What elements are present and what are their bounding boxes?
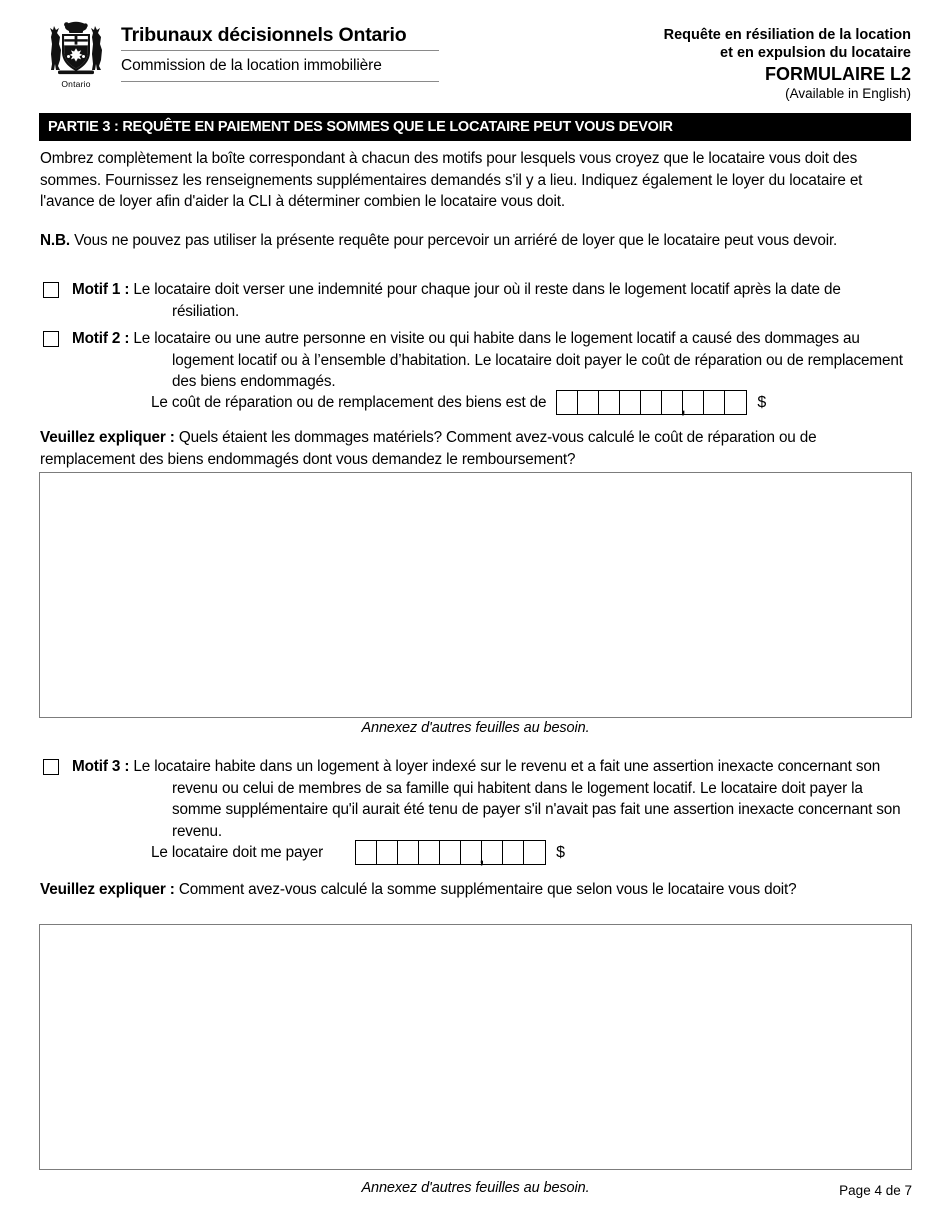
explanation-2-textarea[interactable] bbox=[39, 924, 912, 1170]
amount-cell[interactable] bbox=[398, 841, 419, 864]
ontario-coat-of-arms bbox=[39, 18, 113, 89]
explanation-1-prompt bbox=[40, 427, 912, 470]
explanation-2-question: Comment avez-vous calculé la somme supplémentaire que selon vous le locataire vous doit? bbox=[174, 881, 797, 898]
amount-cell[interactable] bbox=[599, 391, 620, 414]
ground-3-body bbox=[72, 756, 911, 842]
tenant-owes-amount-row bbox=[151, 840, 565, 865]
header-branding bbox=[39, 18, 439, 89]
tenant-owes-amount-input[interactable] bbox=[355, 840, 546, 865]
ground-1-text: Le locataire doit verser une indemnité pour chaque jour où il reste dans le logement locatif après la date de résiliation. bbox=[133, 281, 841, 320]
ground-1-body bbox=[72, 279, 911, 322]
crest-label: Ontario bbox=[61, 79, 91, 89]
amount-cell[interactable] bbox=[641, 391, 662, 414]
ground-3-row[interactable] bbox=[43, 756, 911, 842]
nota-bene-paragraph bbox=[40, 230, 912, 252]
explanation-1-label: Veuillez expliquer : bbox=[40, 429, 175, 446]
amount-cell[interactable] bbox=[704, 391, 725, 414]
ground-2-checkbox[interactable] bbox=[43, 331, 59, 347]
ground-2-label: Motif 2 : bbox=[72, 330, 130, 347]
form-title-line-1: Requête en résiliation de la location bbox=[663, 27, 911, 43]
explanation-1-question: Quels étaient les dommages matériels? Comment avez-vous calculé le coût de réparation ou de remplacement des biens endommagés dont vous demandez le remboursement? bbox=[40, 429, 817, 468]
currency-symbol: $ bbox=[757, 393, 767, 411]
amount-cell[interactable] bbox=[482, 841, 503, 864]
attach-sheets-note-1: Annexez d'autres feuilles au besoin. bbox=[361, 720, 590, 736]
ground-3-checkbox[interactable] bbox=[43, 759, 59, 775]
amount-cell[interactable] bbox=[578, 391, 599, 414]
explanation-2-label: Veuillez expliquer : bbox=[40, 881, 175, 898]
amount-cell[interactable] bbox=[620, 391, 641, 414]
section-banner-title: PARTIE 3 : REQUÊTE EN PAIEMENT DES SOMMES QUE LE LOCATAIRE PEUT VOUS DEVOIR bbox=[48, 119, 673, 135]
currency-symbol: $ bbox=[556, 843, 566, 861]
ground-3-text: Le locataire habite dans un logement à loyer indexé sur le revenu et a fait une assertion inexacte concernant son revenu ou celui de membres de sa famille qui habitent dans le logement locatif. Le locataire doit payer la somme supplémentaire qu'il aurait été tenu de payer s'il n'avait pas fait une assertion inexacte concernant son revenu. bbox=[133, 758, 901, 840]
ground-1-checkbox[interactable] bbox=[43, 282, 59, 298]
attach-sheets-note-2: Annexez d'autres feuilles au besoin. bbox=[361, 1180, 590, 1196]
nota-bene-text: Vous ne pouvez pas utiliser la présente requête pour percevoir un arriéré de loyer que le locataire peut vous devoir. bbox=[70, 232, 838, 249]
page-footer bbox=[39, 1180, 912, 1202]
repair-cost-label: Le coût de réparation ou de remplacement des biens est de bbox=[151, 393, 547, 411]
ground-2-row[interactable] bbox=[43, 328, 911, 393]
explanation-2-prompt bbox=[40, 879, 912, 901]
instructions-paragraph: Ombrez complètement la boîte correspondant à chacun des motifs pour lesquels vous croyez que le locataire vous doit des sommes. Fournissez les renseignements supplémentaires demandés s'il y a lieu. Indiquez également le loyer du locataire et l'avance de loyer afin d'aider la CLI à déterminer combien le locataire vous doit. bbox=[40, 150, 863, 210]
repair-cost-amount-row bbox=[151, 390, 766, 415]
coat-of-arms-icon bbox=[48, 20, 104, 78]
page-header bbox=[39, 18, 911, 100]
explanation-1-textarea[interactable] bbox=[39, 472, 912, 718]
tenant-owes-label: Le locataire doit me payer bbox=[151, 843, 324, 861]
amount-cell[interactable] bbox=[662, 391, 683, 414]
form-title-line-2: et en expulsion du locataire bbox=[720, 45, 911, 61]
amount-cell[interactable] bbox=[683, 391, 704, 414]
amount-cell[interactable] bbox=[725, 391, 746, 414]
header-rule-bottom bbox=[121, 81, 439, 82]
form-identification bbox=[664, 26, 911, 103]
nota-bene-label: N.B. bbox=[40, 232, 70, 249]
amount-cell[interactable] bbox=[524, 841, 545, 864]
ground-2-body bbox=[72, 328, 911, 393]
ground-2-text: Le locataire ou une autre personne en visite ou qui habite dans le logement locatif a causé des dommages au logement locatif ou à l’ensemble d’habitation. Le locataire doit payer le coût de réparation ou de remplacement des biens endommagés. bbox=[133, 330, 903, 390]
amount-cell[interactable] bbox=[440, 841, 461, 864]
amount-cell[interactable] bbox=[419, 841, 440, 864]
amount-cell[interactable] bbox=[377, 841, 398, 864]
repair-cost-amount-input[interactable] bbox=[556, 390, 747, 415]
organization-subtitle: Commission de la location immobilière bbox=[121, 57, 382, 74]
form-language-note: (Available in English) bbox=[785, 86, 911, 101]
ground-1-row[interactable] bbox=[43, 279, 911, 322]
amount-cell[interactable] bbox=[557, 391, 578, 414]
ground-1-label: Motif 1 : bbox=[72, 281, 130, 298]
amount-cell[interactable] bbox=[356, 841, 377, 864]
amount-cell[interactable] bbox=[461, 841, 482, 864]
form-code: FORMULAIRE L2 bbox=[765, 64, 911, 84]
page-number: Page 4 de 7 bbox=[839, 1183, 912, 1198]
organization-block bbox=[121, 18, 439, 82]
ground-3-label: Motif 3 : bbox=[72, 758, 130, 775]
amount-cell[interactable] bbox=[503, 841, 524, 864]
organization-title: Tribunaux décisionnels Ontario bbox=[121, 24, 407, 46]
header-rule-top bbox=[121, 50, 439, 51]
section-banner bbox=[39, 113, 911, 141]
